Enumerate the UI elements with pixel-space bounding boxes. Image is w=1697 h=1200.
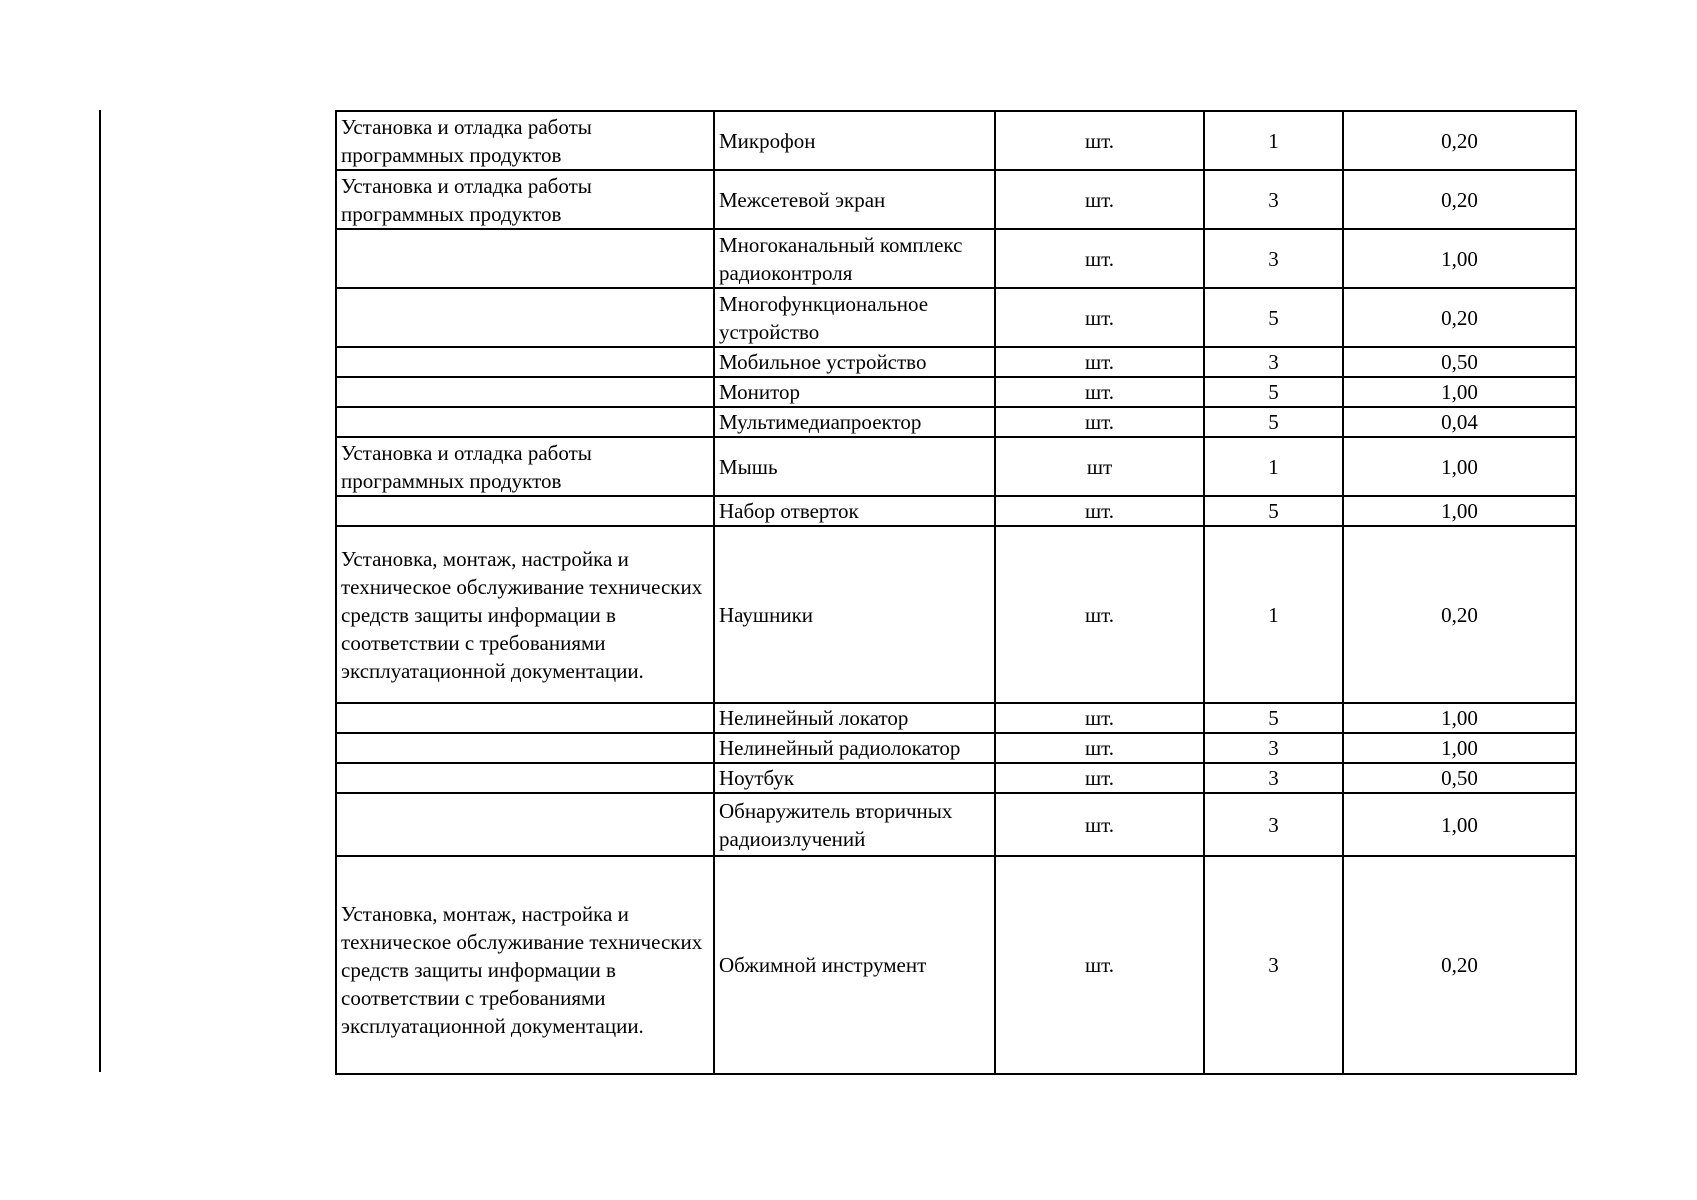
unit-cell: шт.	[995, 407, 1204, 437]
work-cell	[336, 229, 714, 288]
quantity-cell: 1	[1204, 526, 1343, 703]
table-row	[336, 793, 1576, 856]
coefficient-cell: 0,20	[1343, 111, 1576, 170]
item-name-cell: Многоканальный комплекс радиоконтроля	[714, 229, 995, 288]
quantity-cell: 1	[1204, 437, 1343, 496]
coefficient-cell: 1,00	[1343, 229, 1576, 288]
item-name-cell: Мобильное устройство	[714, 347, 995, 377]
table-row	[336, 703, 1576, 733]
item-name-cell: Обнаружитель вторичных радиоизлучений	[714, 793, 995, 856]
coefficient-cell: 0,20	[1343, 288, 1576, 347]
work-cell	[336, 288, 714, 347]
work-cell	[336, 703, 714, 733]
quantity-cell: 5	[1204, 288, 1343, 347]
table-row	[336, 377, 1576, 407]
unit-cell: шт.	[995, 377, 1204, 407]
coefficient-cell: 0,50	[1343, 347, 1576, 377]
unit-cell: шт.	[995, 763, 1204, 793]
table-row	[336, 229, 1576, 288]
table-row	[336, 170, 1576, 229]
unit-cell: шт.	[995, 733, 1204, 763]
quantity-cell: 3	[1204, 733, 1343, 763]
item-name-cell: Межсетевой экран	[714, 170, 995, 229]
unit-cell: шт.	[995, 526, 1204, 703]
coefficient-cell: 1,00	[1343, 703, 1576, 733]
coefficient-cell: 1,00	[1343, 793, 1576, 856]
unit-cell: шт.	[995, 170, 1204, 229]
table-row	[336, 288, 1576, 347]
quantity-cell: 3	[1204, 170, 1343, 229]
table-row	[336, 856, 1576, 1074]
quantity-cell: 3	[1204, 793, 1343, 856]
quantity-cell: 5	[1204, 407, 1343, 437]
quantity-cell: 3	[1204, 763, 1343, 793]
item-name-cell: Монитор	[714, 377, 995, 407]
item-name-cell: Наушники	[714, 526, 995, 703]
quantity-cell: 5	[1204, 377, 1343, 407]
quantity-cell: 3	[1204, 856, 1343, 1074]
work-cell: Установка и отладка работы программных продуктов	[336, 111, 714, 170]
table-row	[336, 733, 1576, 763]
item-name-cell: Ноутбук	[714, 763, 995, 793]
work-cell	[336, 377, 714, 407]
quantity-cell: 3	[1204, 229, 1343, 288]
item-name-cell: Микрофон	[714, 111, 995, 170]
coefficient-cell: 1,00	[1343, 377, 1576, 407]
table-row	[336, 347, 1576, 377]
coefficient-cell: 0,20	[1343, 856, 1576, 1074]
work-cell	[336, 407, 714, 437]
item-name-cell: Многофункциональное устройство	[714, 288, 995, 347]
work-cell: Установка, монтаж, настройка и техническое обслуживание технических средств защиты информации в соответствии с требованиями эксплуатационной документации.	[336, 856, 714, 1074]
item-name-cell: Мультимедиапроектор	[714, 407, 995, 437]
quantity-cell: 5	[1204, 703, 1343, 733]
item-name-cell: Мышь	[714, 437, 995, 496]
work-cell	[336, 793, 714, 856]
unit-cell: шт.	[995, 288, 1204, 347]
coefficient-cell: 1,00	[1343, 437, 1576, 496]
table-row	[336, 111, 1576, 170]
item-name-cell: Обжимной инструмент	[714, 856, 995, 1074]
table-row	[336, 526, 1576, 703]
work-cell	[336, 733, 714, 763]
quantity-cell: 1	[1204, 111, 1343, 170]
unit-cell: шт.	[995, 347, 1204, 377]
table-row	[336, 496, 1576, 526]
table-row	[336, 407, 1576, 437]
table-row	[336, 763, 1576, 793]
coefficient-cell: 1,00	[1343, 733, 1576, 763]
unit-cell: шт.	[995, 703, 1204, 733]
unit-cell: шт.	[995, 496, 1204, 526]
work-cell: Установка и отладка работы программных продуктов	[336, 437, 714, 496]
work-cell: Установка, монтаж, настройка и техническое обслуживание технических средств защиты информации в соответствии с требованиями эксплуатационной документации.	[336, 526, 714, 703]
unit-cell: шт.	[995, 856, 1204, 1074]
item-name-cell: Набор отверток	[714, 496, 995, 526]
work-cell	[336, 347, 714, 377]
coefficient-cell: 0,50	[1343, 763, 1576, 793]
page-margin-line	[99, 110, 101, 1072]
item-name-cell: Нелинейный локатор	[714, 703, 995, 733]
unit-cell: шт.	[995, 111, 1204, 170]
quantity-cell: 5	[1204, 496, 1343, 526]
work-cell: Установка и отладка работы программных продуктов	[336, 170, 714, 229]
item-name-cell: Нелинейный радиолокатор	[714, 733, 995, 763]
coefficient-cell: 1,00	[1343, 496, 1576, 526]
work-cell	[336, 496, 714, 526]
work-cell	[336, 763, 714, 793]
table-row	[336, 437, 1576, 496]
coefficient-cell: 0,04	[1343, 407, 1576, 437]
unit-cell: шт.	[995, 793, 1204, 856]
coefficient-cell: 0,20	[1343, 170, 1576, 229]
unit-cell: шт	[995, 437, 1204, 496]
unit-cell: шт.	[995, 229, 1204, 288]
equipment-table	[335, 110, 1577, 1075]
quantity-cell: 3	[1204, 347, 1343, 377]
coefficient-cell: 0,20	[1343, 526, 1576, 703]
